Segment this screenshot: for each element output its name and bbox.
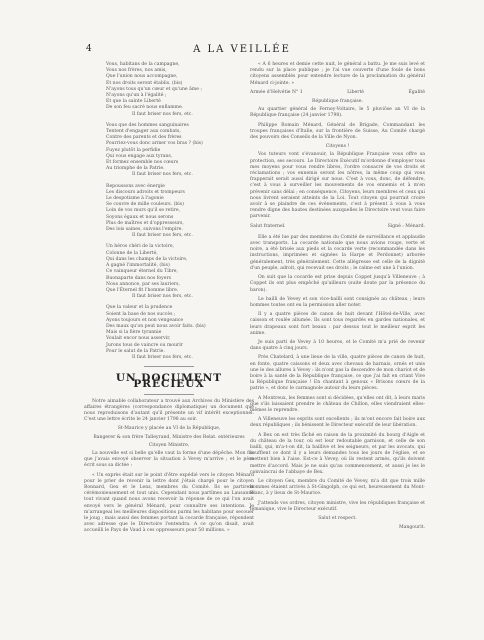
report-paragraph: Le citoyen Gex, membre du Comité de Vevey, m'a dit que trois mille hommes étaient arrivés à St-Gingolph, ce qui est, heureusement du Mont-Blanc, à y lieux de St-Maurice. — [250, 478, 425, 497]
stanza-line: Voulait encor nous asservir, — [106, 336, 171, 342]
stanza-line: N'ayons qu'un à l'égalité ; — [106, 93, 167, 99]
right-column — [250, 62, 425, 531]
stanza-line: Se couvre de mille couleurs. (bis) — [106, 202, 184, 208]
stanza-line: Repoussons avec énergie — [106, 183, 165, 189]
song-stanzas — [84, 62, 254, 361]
stanza-line: N'ayons tous qu'un cœur et qu'une âme ; — [106, 86, 202, 92]
stanza-line: Jurons tous de vaincre ou mourir — [106, 342, 183, 348]
stanza-line: Vous que des hommes sanguinaires — [106, 122, 189, 128]
stanza-line: Soyons égaux et nous serons — [106, 214, 174, 220]
song-stanza — [106, 184, 254, 240]
signe-menard: Signé : Ménard. — [387, 223, 425, 229]
intro-paragraph: Notre aimable collaborateur a trouvé aux Archives du Ministère des affaires étrangères (correspondance diplomatique) un document que nous reproduisons d'autant qu'il présente un vif intérêt exceptionnel. C'est une lettre écrite le 24 janvier 1798 au soir. — [84, 398, 254, 423]
stanza-line: Contre des parents et des frères — [106, 135, 182, 141]
song-stanza — [106, 305, 254, 361]
stanza-line: Colonne de la Liberté, — [106, 250, 158, 256]
proclamation-signature — [250, 224, 425, 230]
report-paragraph: Près Chatelard, à une lieue de la ville, quatre pièces de canon de huit, en fonte, quatre caissons et deux avec chevaux de harnais, ornés et unis une le des allures à Vevey : ils n'ont pas la descendre de mon chariot et de boire à la santé de la République française, ce que j'ai fait en criant Vive la République française ! En chantant à genoux « Brisons cœurs de la patrie », et donc le carmagnole autour du leurs pièces. — [250, 355, 425, 392]
stanza-refrain: Il faut briser nos fers, etc. — [132, 172, 193, 178]
report-paragraph: On suit que la cocarde est prise depuis Coppet jusqu'à Villeneuve ; à Coppet ils ont plus empêché qu'ailleurs (suite doute par la présence du baron). — [250, 275, 425, 293]
stanza-line: Et nos droits seront établis. (bis) — [106, 80, 183, 86]
stanza-line: Et que la sainte Liberté — [106, 99, 161, 105]
stanza-line: Que la valeur et la prudence — [106, 305, 173, 311]
stanza-line: Un héros chéri de la victoire, — [106, 244, 175, 250]
stanza-line: Nous annonce, par ses lauriers, — [106, 281, 180, 287]
stanza-line: Plus de maîtres et d'oppresseurs, — [106, 220, 184, 226]
stanza-line: Pour le salut de la Patrie. — [106, 348, 165, 354]
stanza-line: Que l'Éternel fit l'homme libre. — [106, 287, 179, 293]
stanza-line: Vous nos frères, nos amis, — [106, 68, 167, 74]
salut-fraternel: Salut fraternel. — [250, 223, 286, 229]
proclamation-body: Philippe Romain Ménard, Général de Brigade, Commandant les troupes françaises d'Italie, sur la frontière de Suisse, Au Comité chargé des pouvoirs des Conseils de la Ville de Nyon. — [250, 122, 425, 141]
proclamation-paragraph: Vos tuteurs vont s'évanouir, la République Française vous offre sa protection, ses secours. Le Directoire Exécutif m'ordonne d'employer tous mes moyens pour vous rendre libres, l'ordre consacré de vos droits et réclamations ; vos ennemis seront les nôtres, la même coup qui vous frapperait serait aussi dirigé sur nous. C'est à vous, donc, de défendre, c'est à vous à surveiller les mouvements de vos ennemis et à m'en prévenir sans délai ; en conséquence, Citoyens, leurs membres et ceux qui nous livrent seraient atteints de la Loi. Tout citoyen qui pourrait croire avoir à se plaindre de ces événements, c'est à présent à vous à vous rendre digne des hautes destinées auxquelles le Directoire veut vous faire parvenir. — [250, 152, 425, 220]
letter-paragraph: La nouvelle est si belle qu'elle vaut la forme d'une dépêche. Mon fils que j'avais envoyé observer la situation à Vevey m'arrive ; et le père écrit sous sa dictée : — [84, 450, 254, 469]
stanza-line: Qui dans les champs de la victoire, — [106, 256, 188, 262]
report-paragraph: Il y a quatre pièces de canon de huit devant l'Hôtel-de-Ville, avec caisson et roulée allumée. Ils sont tous regardés en gardes nationales, et leurs drapeaux sont fort beaux : par dessus tout le meilleur esprit les anime. — [250, 312, 425, 336]
report-paragraph: A Bex on est très fâché en raison de la proximité du bourg d'Aigle et du château de la tour, où est leur redoutable garnison, et celle de son bailli, qui, m'a-t-on dit, la baillive et les seigneurs, et par les avocats, qui soufflent ce dont il y a leurs demandes tous les jours de l'église, et se mettent bien à l'aise. Est-ce à Vevey, où ils restent armés, qu'ils doivent mettre d'accord. Mais je ne suis qu'au commencement, et aussi je les le convaincrai de l'abbaye de Bex. — [250, 432, 425, 475]
signature: Mangourit. — [398, 525, 425, 531]
intro-paragraph: « A 6 heures et demie cette nuit, le général a battu. Je me suis levé et rendu sur la place publique ; je l'ai vue couverte d'une foule de bons citoyens assemblés pour entendre lecture de la proclamation du général Ménard ci-jointe. » — [250, 62, 425, 86]
report-paragraph: Le bailli de Vevey et son vice-bailli sont consignés au château ; leurs hommes toutes ont eu la permission aller noter. — [250, 296, 425, 308]
report-paragraph: Elle a été lue par des membres du Comité de surveillance et applaudie avec transports. La cocarde nationale que nous avions rouge, verte et noire, a été brisée aux pieds et la cocarde verte (recommandée dans les instructions, imprimées et signées la Harpe et Perdonnet) arborée généralement, très généralement. Cette allégresse est celle de la dignité d'un peuple, adroit, qui recevait ses droits ; le calme est une à l'union. — [250, 234, 425, 271]
stanza-line: Et formez ensemble nos cœurs — [106, 160, 179, 166]
stanza-refrain: Il faut briser nos fers, etc. — [132, 354, 193, 360]
liberty-label: Liberté — [347, 89, 365, 95]
section-divider — [144, 394, 194, 395]
song-stanza — [106, 62, 254, 118]
letter-paragraph: « Un exprès était sur le point d'être expédié vers le citoyen Ménard pour le prier de revenir la lettre dont j'étais chargé pour le citoyen Bonnard, Gex et le Lenz, membres du Comité. Ils se partirent cérémonieusement et tout unis. Cependant nous partîmes au Lausanne tout vivant quand nous avons recevoir la réponse de ce qui l'on avait envoyé vers le général Ménard, pour connaître ses intentions. Je m'arrangeai les meilleures dispositions parmi les habitans pour secouer le joug ; mais aussi des femmes portant la cocarde française, répondent avec adresse que le Directoire l'entendra. A ce qu'on disait, avait accueilli le Pays de Vaud à ces oppresseurs pour 50 millions. » — [84, 472, 254, 534]
song-stanza — [106, 123, 254, 179]
report-paragraph: A Montreux, les femmes sont si décidées, qu'elles ont dit, à leurs maris que s'ils laissaient prendre le château de Chillon, elles viendraient elles-mêmes le reprendre. — [250, 395, 425, 413]
equality-label: Égalité — [408, 89, 425, 95]
stanza-line: Ce vainqueur éternel du Tibre, — [106, 269, 178, 275]
stanza-line: Au triomphe de la Patrie. — [106, 166, 165, 172]
song-stanza — [106, 244, 254, 300]
stanza-line: Ayons toujours et non vengeance — [106, 317, 184, 323]
report-paragraphs — [250, 235, 425, 513]
section-divider — [144, 366, 194, 367]
closing-line: Salut et respect. — [318, 516, 357, 521]
republic-heading — [250, 90, 425, 96]
stanza-refrain: Il faut briser nos fers, etc. — [132, 294, 193, 300]
stanza-line: De son feu sacré nous enflamme. — [106, 105, 184, 111]
stanza-line: Pourriez-vous donc armer vos bras ? (bis) — [106, 141, 203, 147]
stanza-line: Des lois saines, suivons l'empire. — [106, 227, 183, 233]
report-paragraph: A Villeneuve les esprits sont excellents ; ils m'ont encore fait boire aux deux républiques ; ils bénissent le Directeur exécutif de leur libération. — [250, 417, 425, 429]
stanza-line: Le despotisme à l'agonie — [106, 196, 164, 202]
page-number: 4 — [86, 44, 92, 54]
stanza-line: Les discours adroits et trompeurs — [106, 189, 185, 195]
stanza-refrain: Il faut briser nos fers, etc. — [132, 233, 193, 239]
republic-title: République française. — [312, 99, 363, 105]
left-column — [84, 62, 254, 538]
report-paragraph: J'attends vos ordres, citoyen ministre, vive les républiques française et lémanique, vive le Directeur exécutif. — [250, 500, 425, 512]
stanza-line: Tentent d'engager aux combats, — [106, 129, 181, 135]
stanza-line: Soient la base de nos succès ; — [106, 311, 176, 317]
letter-heading: St-Maurice y placée au VI de la République, — [117, 426, 221, 432]
stanza-line: Buonaparte dans nos foyers — [106, 275, 172, 281]
page-header — [0, 44, 484, 58]
stanza-line: Des maux qu'on peut nous avoir faits. (bis) — [106, 323, 206, 329]
citoyens-heading: Citoyens ! — [325, 144, 350, 150]
stanza-line: Qui vous engage aux tyrans, — [106, 153, 173, 159]
stanza-line: Vous, habitans de la campagne, — [106, 62, 180, 67]
stanza-line: Fuyez plutôt la perfidie — [106, 147, 161, 153]
letter-salutation: Citoyen Ministre, — [148, 442, 190, 448]
running-title: A LA VEILLÉE — [193, 44, 291, 55]
proclamation-intro: Au quartier général de Ferney-Voltaire, le 5 pluviôse an VI de la République française (24 janvier 1798). — [250, 107, 425, 119]
stanza-line: Que l'union nous accompagne, — [106, 74, 178, 80]
letter-subheading: Bangerer & son frère Talleyrand, Ministre des Relat. extérieures — [93, 434, 245, 440]
stanza-line: Loin de vos murs qu'il se retire, — [106, 208, 181, 214]
stanza-refrain: Il faut briser nos fers, etc. — [132, 111, 193, 117]
army-label: Armée d'Helvétie N° 1 — [250, 89, 303, 95]
section-title: UN DOCUMENT PRÉCIEUX — [115, 372, 223, 391]
stanza-line: Mais si la fière tyrannie — [106, 330, 162, 336]
report-paragraph: Je suis parti de Vevey à 10 heures, et le Comité m'a prié de revenir dans quatre à cinq jours. — [250, 339, 425, 352]
stanza-line: A gagné l'immortalité, (bis) — [106, 263, 170, 269]
